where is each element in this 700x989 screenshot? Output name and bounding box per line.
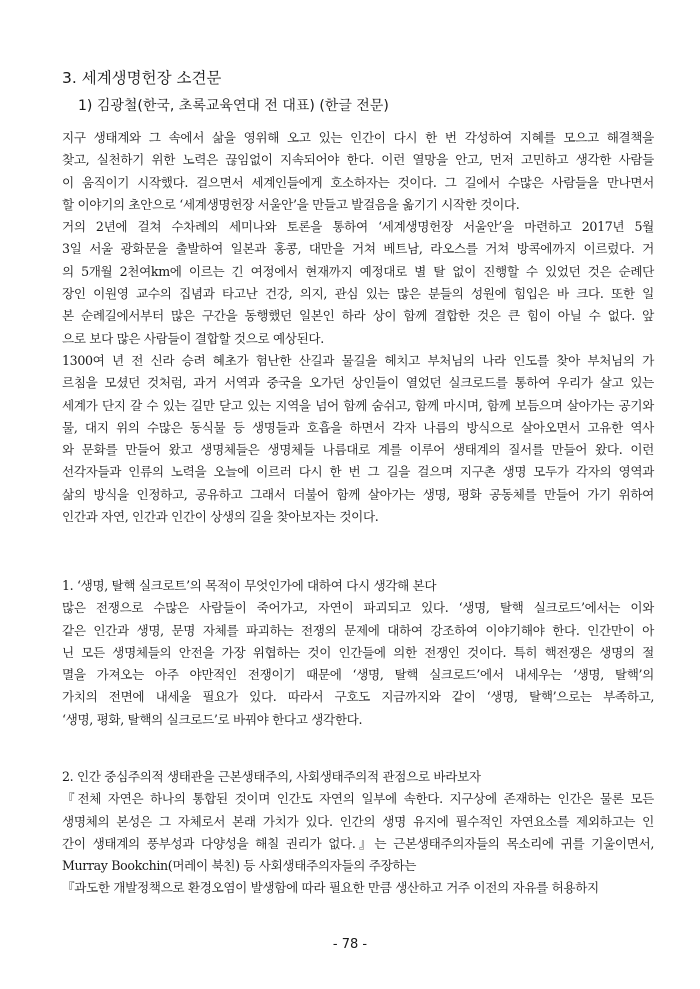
text-line: 3일 서울 광화문을 출발하여 일본과 홍콩, 대만을 거쳐 베트남, 라오스를 거쳐 방콕에까지 이르렀다. 거 <box>62 241 654 257</box>
text-line: ‘생명, 평화, 탈핵의 실크로드’로 바꿔야 한다고 생각한다. <box>62 711 363 727</box>
text-line: 같은 인간과 생명, 문명 자체를 파괴하는 전쟁의 문제에 대하여 강조하여 이야기해야 한다. 인간만이 아 <box>62 622 654 638</box>
text-line: 의 5개월 2천여km에 이르는 긴 여정에서 현재까지 예정대로 별 탈 없이 진행할 수 있었던 것은 순례단 <box>62 263 654 279</box>
text-line: 인간과 자연, 인간과 인간이 상생의 길을 찾아보자는 것이다. <box>62 509 379 525</box>
text-line: 가치의 전면에 내세울 필요가 있다. 따라서 구호도 지금까지와 같이 ‘생명, 탈핵’으로는 부족하고, <box>62 689 654 705</box>
sub-title: 1) 김광철(한국, 초록교육연대 전 대표) (한글 전문) <box>78 98 389 114</box>
section-2-text <box>62 766 654 900</box>
text-line: 찾고, 실천하기 위한 노력은 끊임없이 지속되어야 한다. 이런 열망을 안고, 먼저 고민하고 생각한 사람들 <box>62 152 654 168</box>
text-line: 생명체의 본성은 그 자체로서 본래 가치가 있다. 인간의 생명 유지에 필수적인 자연요소를 제외하고는 인 <box>62 813 654 829</box>
text-line: 멸을 가져오는 아주 야만적인 전쟁이기 때문에 ‘생명, 탈핵 실크로드’에서 내세우는 ‘생명, 탈핵’의 <box>62 667 654 683</box>
text-line: 세계가 단지 갈 수 있는 길만 닫고 있는 지역을 넘어 함께 숨쉬고, 함께 마시며, 함께 보듬으며 살아가는 공기와 <box>62 397 654 413</box>
text-line: 삶의 방식을 인정하고, 공유하고 그래서 더불어 함께 살아가는 생명, 평화 공동체를 만들어 가기 위하여 <box>62 486 654 502</box>
text-line: 간이 생태계의 풍부성과 다양성을 해칠 권리가 없다.』는 근본생태주의자들의 목소리에 귀를 기울이면서, <box>62 835 654 851</box>
text-line: 지구 생태계와 그 속에서 삶을 영위해 오고 있는 인간이 다시 한 번 각성하여 지혜를 모으고 해결책을 <box>62 130 654 145</box>
text-line: 장인 이원영 교수의 집념과 타고난 건강, 의지, 관심 있는 많은 분들의 성원에 힘입은 바 크다. 또한 일 <box>62 286 654 302</box>
text-line: 르침을 모셨던 것처럼, 과거 서역과 중국을 오가던 상인들이 열었던 실크로드를 통하여 우리가 살고 있는 <box>62 375 654 391</box>
text-line: 많은 전쟁으로 수많은 사람들이 죽어가고, 자연이 파괴되고 있다. ‘생명, 탈핵 실크로드’에서는 이와 <box>62 600 654 616</box>
text-line: 『전체 자연은 하나의 통합된 것이며 인간도 자연의 일부에 속한다. 지구상에 존재하는 인간은 물론 모든 <box>62 791 654 807</box>
text-line: 1300여 년 전 신라 승려 혜초가 험난한 산길과 물길을 헤치고 부처님의 나라 인도를 찾아 부처님의 가 <box>62 352 654 368</box>
text-line: 선각자들과 인류의 노력을 오늘에 이르러 다시 한 번 그 길을 걸으며 지구촌 생명 모두가 각자의 영역과 <box>62 464 654 480</box>
intro-paragraphs <box>62 127 654 528</box>
text-line: 거의 2년에 걸쳐 수차례의 세미나와 토론을 통하여 ‘세계생명헌장 서울안’을 마련하고 2017년 5월 <box>62 219 654 235</box>
text-line: 1. ‘생명, 탈핵 실크로트’의 목적이 무엇인가에 대하여 다시 생각해 본다 <box>62 578 437 593</box>
text-line: 으로 보다 많은 사람들이 결합할 것으로 예상된다. <box>62 330 324 346</box>
text-line: 이 움직이기 시작했다. 걸으면서 세계인들에게 호소하자는 것이다. 그 길에서 수많은 사람들을 만나면서 <box>62 174 654 190</box>
text-line: 2. 인간 중심주의적 생태관을 근본생태주의, 사회생태주의적 관점으로 바라보자 <box>62 769 481 784</box>
text-line: Murray Bookchin(머레이 북친) 등 사회생태주의자들의 주장하는 <box>62 858 417 874</box>
text-line: 와 문화를 만들어 왔고 생명체들은 생명체들 나름대로 계를 이루어 생태계의 질서를 만들어 왔다. 이런 <box>62 442 654 458</box>
text-line: 물, 대지 위의 수많은 동식물 등 생명들과 호흡을 하면서 각자 나름의 방식으로 살아오면서 고유한 역사 <box>62 419 654 435</box>
section-1-text <box>62 575 654 731</box>
text-line: 닌 모든 생명체들의 안전을 가장 위협하는 것이 인간들에 의한 전쟁인 것이다. 특히 핵전쟁은 생명의 절 <box>62 644 654 660</box>
text-line: 『과도한 개발정책으로 환경오염이 발생함에 따라 필요한 만큼 생산하고 거주 이전의 자유를 허용하지 <box>62 880 599 896</box>
page-number: - 78 - <box>332 937 368 952</box>
section-title: 3. 세계생명헌장 소견문 <box>62 69 222 87</box>
text-line: 본 순례길에서부터 많은 구간을 동행했던 일본인 하라 상이 함께 결합한 것은 큰 힘이 아닐 수 없다. 앞 <box>62 308 654 324</box>
text-line: 할 이야기의 초안으로 ‘세계생명헌장 서울안’을 만들고 발걸음을 옮기기 시작한 것이다. <box>62 196 520 212</box>
